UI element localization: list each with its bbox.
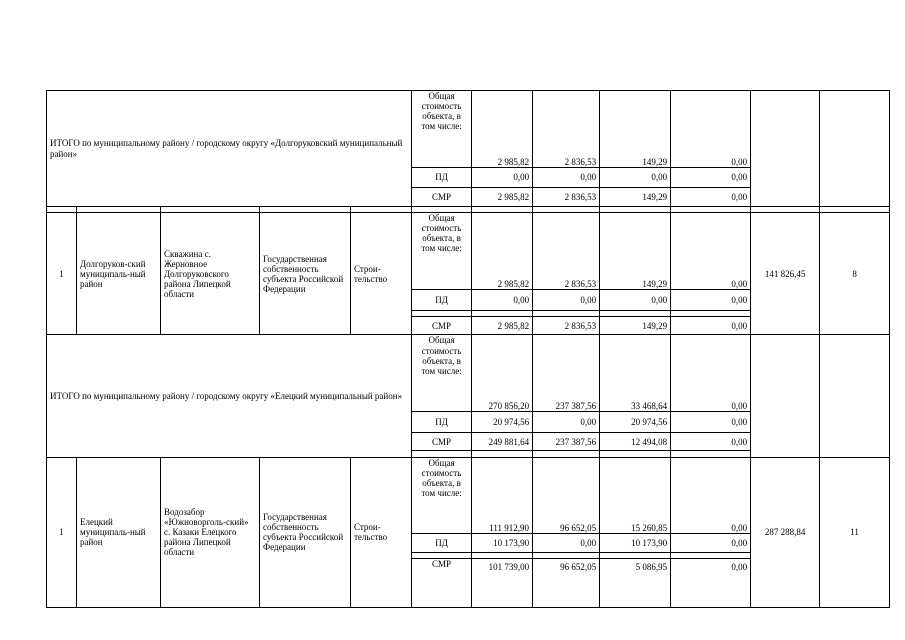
row-label-pd: ПД [412,534,472,553]
value-cell: 12 494,08 [600,432,671,451]
value-cell: 2 985,82 [472,188,533,207]
value-cell: 2 985,82 [472,213,533,290]
value-cell: 96 652,05 [533,559,600,608]
row-label-total-cost: Общая стоимость объекта, в том числе: [412,457,472,534]
value-cell: 237 387,56 [533,432,600,451]
value-cell: 249 881,64 [472,432,533,451]
value-cell: 0,00 [671,213,751,290]
row-label-smr: СМР [412,559,472,608]
item-number: 1 [47,213,77,335]
ownership-type: Государственная собственность субъекта Российской Федерации [260,213,351,335]
value-cell: 2 985,82 [472,91,533,168]
value-cell: 33 468,64 [600,335,671,412]
value-cell: 2 836,53 [533,316,600,335]
extra-value: 287 288,84 [751,457,820,607]
value-cell: 0,00 [671,91,751,168]
value-cell: 0,00 [600,289,671,310]
value-cell: 101 739,00 [472,559,533,608]
extra-value: 141 826,45 [751,213,820,335]
extra-count: 11 [820,457,890,607]
value-cell: 20 974,56 [472,412,533,433]
value-cell: 0,00 [671,412,751,433]
value-cell: 0,00 [533,534,600,553]
value-cell: 237 387,56 [533,335,600,412]
value-cell: 2 836,53 [533,91,600,168]
empty-cell [751,335,820,457]
value-cell: 10 173,90 [600,534,671,553]
table-row [47,457,890,534]
item-number: 1 [47,457,77,607]
row-label-smr: СМР [412,188,472,207]
table-row [47,335,890,412]
value-cell: 0,00 [671,335,751,412]
table-row [47,213,890,290]
value-cell: 0,00 [671,289,751,310]
row-label-total-cost: Общая стоимость объекта, в том числе: [412,213,472,290]
row-label-pd: ПД [412,167,472,188]
value-cell: 149,29 [600,188,671,207]
district-name: Долгоруков-ский муниципаль-ный район [77,213,161,335]
row-label-total-cost: Общая стоимость объекта, в том числе: [412,335,472,412]
value-cell: 0,00 [533,167,600,188]
value-cell: 15 260,85 [600,457,671,534]
value-cell: 2 836,53 [533,213,600,290]
value-cell: 0,00 [671,457,751,534]
value-cell: 0,00 [472,289,533,310]
row-label-total-cost: Общая стоимость объекта, в том числе: [412,91,472,168]
value-cell: 2 985,82 [472,316,533,335]
row-label-smr: СМР [412,432,472,451]
value-cell: 5 086,95 [600,559,671,608]
empty-cell [820,91,890,207]
value-cell: 270 856,20 [472,335,533,412]
value-cell: 0,00 [533,289,600,310]
value-cell: 10 173,90 [472,534,533,553]
row-label-smr: СМР [412,316,472,335]
value-cell: 0,00 [472,167,533,188]
value-cell: 96 652,05 [533,457,600,534]
value-cell: 0,00 [671,432,751,451]
value-cell: 149,29 [600,91,671,168]
row-label-pd: ПД [412,289,472,310]
value-cell: 111 912,90 [472,457,533,534]
value-cell: 20 974,56 [600,412,671,433]
ownership-type: Государственная собственность субъекта Российской Федерации [260,457,351,607]
object-name: Водозабор «Южноворголь-ский» с. Казаки Елецкого района Липецкой области [161,457,260,607]
value-cell: 149,29 [600,213,671,290]
row-label-pd: ПД [412,412,472,433]
work-type: Строи-тельство [351,457,412,607]
empty-cell [820,335,890,457]
extra-count: 8 [820,213,890,335]
value-cell: 2 836,53 [533,188,600,207]
value-cell: 0,00 [671,559,751,608]
group-total-label: ИТОГО по муниципальному району / городскому округу «Елецкий муниципальный район» [47,335,412,457]
table-row [47,91,890,168]
value-cell: 149,29 [600,316,671,335]
budget-table [46,90,890,608]
empty-cell [751,91,820,207]
work-type: Строи-тельство [351,213,412,335]
value-cell: 0,00 [671,534,751,553]
value-cell: 0,00 [671,316,751,335]
value-cell: 0,00 [600,167,671,188]
district-name: Елецкий муниципаль-ный район [77,457,161,607]
object-name: Скважина с. Жерновное Долгоруковского района Липецкой области [161,213,260,335]
value-cell: 0,00 [533,412,600,433]
value-cell: 0,00 [671,167,751,188]
group-total-label: ИТОГО по муниципальному району / городскому округу «Долгоруковский муниципальный район» [47,91,412,207]
value-cell: 0,00 [671,188,751,207]
